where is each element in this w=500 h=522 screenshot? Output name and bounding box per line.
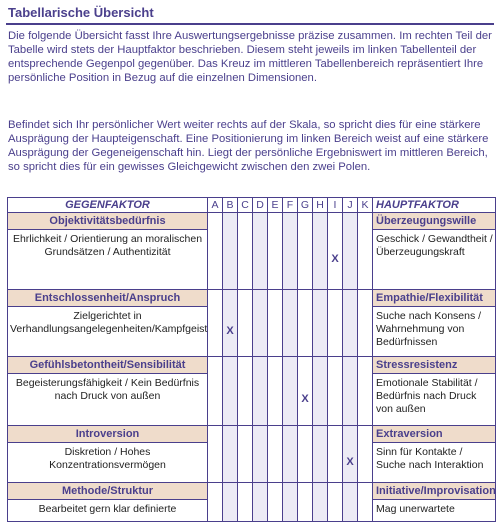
scale-cell xyxy=(313,357,328,374)
scale-cell xyxy=(283,426,298,443)
hauptfaktor-title: Extraversion xyxy=(373,426,496,443)
scale-cell xyxy=(313,374,328,426)
table-header-row xyxy=(8,198,496,213)
description-row xyxy=(8,374,496,426)
scale-cell xyxy=(223,290,238,307)
column-j-header: J xyxy=(343,198,358,213)
position-marker: X xyxy=(343,443,358,483)
category-row xyxy=(8,426,496,443)
gegenfaktor-title: Introversion xyxy=(8,426,208,443)
scale-cell xyxy=(283,500,298,522)
hauptfaktor-description: Suche nach Konsens / Wahrnehmung von Bedürfnissen xyxy=(373,307,496,357)
scale-cell xyxy=(238,290,253,307)
scale-cell xyxy=(208,426,223,443)
scale-cell xyxy=(343,500,358,522)
scale-cell xyxy=(238,357,253,374)
hauptfaktor-title: Stressresistenz xyxy=(373,357,496,374)
right-header: HAUPTFAKTOR xyxy=(373,198,496,213)
scale-cell xyxy=(283,290,298,307)
gegenfaktor-description: Zielgerichtet in Verhandlungsangelegenheiten/Kampfgeist xyxy=(8,307,208,357)
scale-cell xyxy=(253,230,268,290)
gegenfaktor-title: Objektivitätsbedürfnis xyxy=(8,213,208,230)
gegenfaktor-description: Diskretion / Hohes Konzentrationsvermögen xyxy=(8,443,208,483)
column-k-header: K xyxy=(358,198,373,213)
scale-cell xyxy=(328,500,343,522)
scale-cell xyxy=(268,374,283,426)
position-marker: X xyxy=(328,230,343,290)
scale-cell xyxy=(238,443,253,483)
scale-cell xyxy=(253,443,268,483)
scale-cell xyxy=(343,213,358,230)
scale-cell xyxy=(253,357,268,374)
scale-cell xyxy=(208,500,223,522)
scale-cell xyxy=(358,483,373,500)
gegenfaktor-description: Begeisterungsfähigkeit / Kein Bedürfnis nach Druck von außen xyxy=(8,374,208,426)
scale-cell xyxy=(328,443,343,483)
scale-cell xyxy=(208,230,223,290)
scale-cell xyxy=(283,307,298,357)
scale-cell xyxy=(328,374,343,426)
column-h-header: H xyxy=(313,198,328,213)
scale-cell xyxy=(298,483,313,500)
scale-cell xyxy=(208,213,223,230)
gegenfaktor-title: Methode/Struktur xyxy=(8,483,208,500)
scale-cell xyxy=(313,230,328,290)
hauptfaktor-description: Mag unerwartete xyxy=(373,500,496,522)
scale-cell xyxy=(223,426,238,443)
scale-cell xyxy=(238,483,253,500)
category-row xyxy=(8,357,496,374)
scale-cell xyxy=(223,483,238,500)
scale-cell xyxy=(283,213,298,230)
hauptfaktor-description: Sinn für Kontakte / Suche nach Interaktion xyxy=(373,443,496,483)
scale-cell xyxy=(298,500,313,522)
gegenfaktor-description: Bearbeitet gern klar definierte xyxy=(8,500,208,522)
scale-cell xyxy=(358,500,373,522)
scale-cell xyxy=(313,307,328,357)
scale-cell xyxy=(238,307,253,357)
scale-cell xyxy=(253,483,268,500)
scale-cell xyxy=(208,290,223,307)
column-e-header: E xyxy=(268,198,283,213)
column-c-header: C xyxy=(238,198,253,213)
scale-cell xyxy=(328,483,343,500)
column-d-header: D xyxy=(253,198,268,213)
scale-cell xyxy=(358,357,373,374)
column-b-header: B xyxy=(223,198,238,213)
page-title: Tabellarische Übersicht xyxy=(6,5,494,25)
scale-cell xyxy=(208,357,223,374)
table-body xyxy=(8,213,496,522)
scale-cell xyxy=(253,213,268,230)
scale-cell xyxy=(253,500,268,522)
scale-cell xyxy=(313,213,328,230)
scale-cell xyxy=(268,500,283,522)
scale-cell xyxy=(298,443,313,483)
scale-cell xyxy=(223,443,238,483)
description-row xyxy=(8,443,496,483)
column-f-header: F xyxy=(283,198,298,213)
scale-cell xyxy=(253,426,268,443)
hauptfaktor-title: Überzeugungswille xyxy=(373,213,496,230)
scale-cell xyxy=(268,290,283,307)
hauptfaktor-title: Initiative/Improvisation xyxy=(373,483,496,500)
left-header: GEGENFAKTOR xyxy=(8,198,208,213)
scale-cell xyxy=(328,426,343,443)
scale-cell xyxy=(358,290,373,307)
scale-cell xyxy=(298,426,313,443)
scale-cell xyxy=(253,374,268,426)
category-row xyxy=(8,213,496,230)
scale-cell xyxy=(343,374,358,426)
gegenfaktor-description: Ehrlichkeit / Orientierung an moralischen Grundsätzen / Authentizität xyxy=(8,230,208,290)
position-marker: X xyxy=(298,374,313,426)
scale-cell xyxy=(283,374,298,426)
scale-cell xyxy=(268,357,283,374)
scale-cell xyxy=(358,230,373,290)
scale-cell xyxy=(208,443,223,483)
scale-cell xyxy=(238,213,253,230)
scale-cell xyxy=(343,357,358,374)
intro-paragraph-2: Befindet sich Ihr persönlicher Wert weiter rechts auf der Skala, so spricht dies für eine stärkere Ausprägung der Haupteigenschaft. Eine Positionierung im linken Bereich weist auf eine stärkere Ausprägung der Gegeneigenschaft hin. Liegt der persönliche Ergebniswert im mittleren Bereich, so spricht dies für ein gewisses Gleichgewicht zwischen den zwei Polen. xyxy=(8,119,489,173)
description-row xyxy=(8,500,496,522)
scale-cell xyxy=(223,213,238,230)
scale-cell xyxy=(358,213,373,230)
scale-cell xyxy=(328,290,343,307)
scale-cell xyxy=(313,443,328,483)
category-row xyxy=(8,483,496,500)
scale-cell xyxy=(313,426,328,443)
category-row xyxy=(8,290,496,307)
hauptfaktor-title: Empathie/Flexibilität xyxy=(373,290,496,307)
scale-cell xyxy=(253,290,268,307)
gegenfaktor-title: Gefühlsbetontheit/Sensibilität xyxy=(8,357,208,374)
scale-cell xyxy=(298,307,313,357)
scale-cell xyxy=(343,426,358,443)
scale-cell xyxy=(238,230,253,290)
scale-cell xyxy=(223,230,238,290)
scale-cell xyxy=(223,357,238,374)
scale-cell xyxy=(223,500,238,522)
scale-cell xyxy=(358,307,373,357)
position-marker: X xyxy=(223,307,238,357)
intro-paragraph-1: Die folgende Übersicht fasst Ihre Auswertungsergebnisse präzise zusammen. Im rechten Teil der Tabelle wird stets der Hauptfaktor beschrieben. Diesem steht jeweils im linken Tabellenteil der entsprechende Gegenpol gegenüber. Das Kreuz im mittleren Tabellenbereich repräsentiert Ihre persönliche Position in Bezug auf die einzelnen Dimensionen. xyxy=(8,30,492,84)
hauptfaktor-description: Geschick / Gewandtheit / Überzeugungskraft xyxy=(373,230,496,290)
scale-cell xyxy=(238,426,253,443)
scale-cell xyxy=(208,374,223,426)
description-row xyxy=(8,230,496,290)
scale-cell xyxy=(238,500,253,522)
scale-cell xyxy=(298,213,313,230)
scale-cell xyxy=(298,290,313,307)
scale-cell xyxy=(328,307,343,357)
scale-cell xyxy=(298,357,313,374)
scale-cell xyxy=(268,483,283,500)
scale-cell xyxy=(223,374,238,426)
scale-cell xyxy=(268,213,283,230)
column-g-header: G xyxy=(298,198,313,213)
scale-cell xyxy=(268,230,283,290)
scale-cell xyxy=(283,230,298,290)
scale-cell xyxy=(268,443,283,483)
scale-cell xyxy=(343,483,358,500)
scale-cell xyxy=(283,483,298,500)
scale-cell xyxy=(328,357,343,374)
scale-cell xyxy=(208,307,223,357)
scale-cell xyxy=(328,213,343,230)
scale-cell xyxy=(358,426,373,443)
scale-cell xyxy=(283,443,298,483)
description-row xyxy=(8,307,496,357)
hauptfaktor-description: Emotionale Stabilität / Bedürfnis nach Druck von außen xyxy=(373,374,496,426)
scale-cell xyxy=(313,290,328,307)
scale-cell xyxy=(343,307,358,357)
scale-cell xyxy=(298,230,313,290)
column-i-header: I xyxy=(328,198,343,213)
scale-cell xyxy=(283,357,298,374)
scale-cell xyxy=(268,307,283,357)
column-a-header: A xyxy=(208,198,223,213)
scale-cell xyxy=(358,443,373,483)
gegenfaktor-title: Entschlossenheit/Anspruch xyxy=(8,290,208,307)
scale-cell xyxy=(268,426,283,443)
overview-table xyxy=(7,197,496,522)
scale-cell xyxy=(313,483,328,500)
scale-cell xyxy=(208,483,223,500)
scale-cell xyxy=(238,374,253,426)
scale-cell xyxy=(253,307,268,357)
scale-cell xyxy=(313,500,328,522)
scale-cell xyxy=(343,290,358,307)
scale-cell xyxy=(358,374,373,426)
scale-cell xyxy=(343,230,358,290)
